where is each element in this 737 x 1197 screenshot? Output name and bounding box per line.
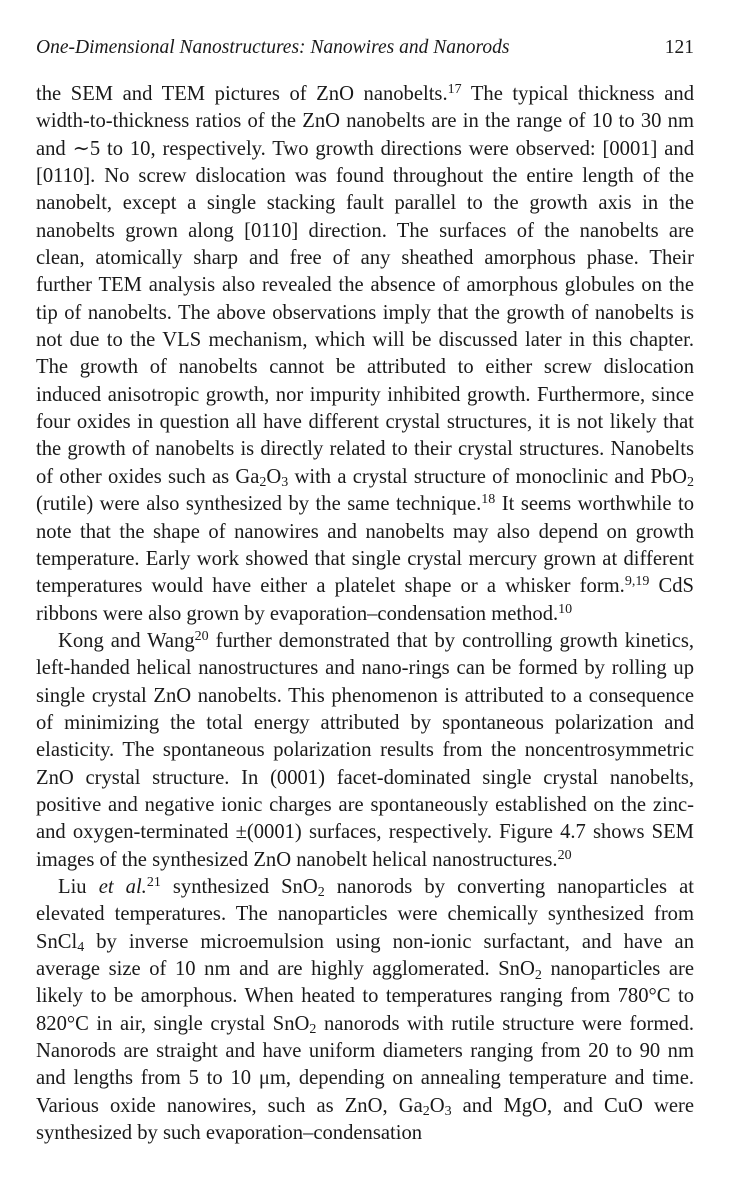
chemical-subscript: 4	[77, 940, 85, 956]
italic-text: et al.	[98, 875, 147, 898]
overbar-digit: 1	[270, 219, 282, 242]
overbar-digit: 1	[62, 165, 73, 188]
paragraph-helical-nanostructures: Kong and Wang$^{20}$ further demonstrated that by controlling growth kinetics, left-handed helical nanostructures and nano-rings can be formed by rolling up single crystal ZnO nanobelts. This phenomenon is attributed to a consequence of minimizing the total energy attributed by spontaneous polarization and elasticity. The spontaneous polarization results from the noncentrosymmetric ZnO crystal structure. In (0001) facet-dominated single crystal nanobelts, positive and negative ionic charges are spontaneously established on the zinc- and oxygen-terminated ±(0001) surfaces, respectively. Figure 4.7 shows SEM images of the synthesized ZnO nanobelt helical nanostructures.$^{20}$	[36, 628, 694, 871]
chemical-subscript: 2	[317, 885, 325, 901]
citation-superscript: 10	[558, 601, 573, 617]
chemical-subscript: 3	[281, 475, 289, 491]
citation-superscript: 20	[557, 847, 572, 863]
body-text	[36, 81, 694, 1147]
chemical-subscript: 2	[534, 967, 542, 983]
chemical-subscript: 3	[444, 1104, 452, 1120]
running-title: One-Dimensional Nanostructures: Nanowires and Nanorods	[36, 37, 510, 58]
citation-superscript: 18	[481, 492, 496, 508]
paragraph-sno2-nanorods: Liu et al.$^{21}$ synthesized SnO$_2$ nanorods by converting nanoparticles at elevated temperatures. The nanoparticles were chemically synthesized from SnCl$_4$ by inverse microemulsion using non-ionic surfactant, and have an average size of 10 nm and are highly agglomerated. SnO$_2$ nanoparticles are likely to be amorphous. When heated to temperatures ranging from 780°C to 820°C in air, single crystal SnO$_2$ nanorods with rutile structure were formed. Nanorods are straight and have uniform diameters ranging from 20 to 90 nm and lengths from 5 to 10 μm, depending on annealing temperature and time. Various oxide nanowires, such as ZnO, $Ga_2O_3$ and MgO, and CuO were synthesized by such evaporation–condensation	[36, 874, 695, 1145]
citation-superscript: 20	[194, 628, 209, 644]
citation-superscript: 17	[447, 82, 462, 97]
chemical-subscript: 2	[259, 475, 267, 491]
citation-superscript: 9,19	[624, 574, 650, 590]
page-number: 121	[664, 37, 694, 58]
paragraph-nanobelts: the SEM and TEM pictures of ZnO nanobelts.$^{17}$ The typical thickness and width-to-thickness ratios of the ZnO nanobelts are in the range of 10 to 30 nm and ∼5 to 10, respectively. Two growth directions were observed: [0001] and [0110]. No screw dislocation was found throughout the entire length of the nanobelt, except a single stacking fault parallel to the growth axis in the nanobelts grown along [0110] direction. The surfaces of the nanobelts are clean, atomically sharp and free of any sheathed amorphous phase. Their further TEM analysis also revealed the absence of amorphous globules on the tip of nanobelts. The above observations imply that the growth of nanobelts is not due to the VLS mechanism, which will be discussed later in this chapter. The growth of nanobelts cannot be attributed to either screw dislocation induced anisotropic growth, nor impurity inhibited growth. Furthermore, since four oxides in question all have different crystal structures, it is not likely that the growth of nanobelts is directly related to their crystal structures. Nanobelts of other oxides such as $Ga_2O_3$ with a crystal structure of monoclinic and PbO$_2$ (rutile) were also synthesized by the same technique.$^{18}$ It seems worthwhile to note that the shape of nanowires and nanobelts may also depend on growth temperature. Early work showed that single crystal mercury grown at different temperatures would have either a platelet shape or a whisker form.$^{9,19}$ CdS ribbons were also grown by evaporation–condensation method.$^{10}$	[36, 82, 695, 625]
citation-superscript: 21	[146, 874, 161, 890]
running-header	[36, 36, 694, 66]
chemical-subscript: 2	[309, 1022, 317, 1038]
chemical-subscript: 2	[422, 1104, 430, 1120]
book-page	[36, 36, 694, 1147]
chemical-subscript: 2	[687, 475, 694, 491]
